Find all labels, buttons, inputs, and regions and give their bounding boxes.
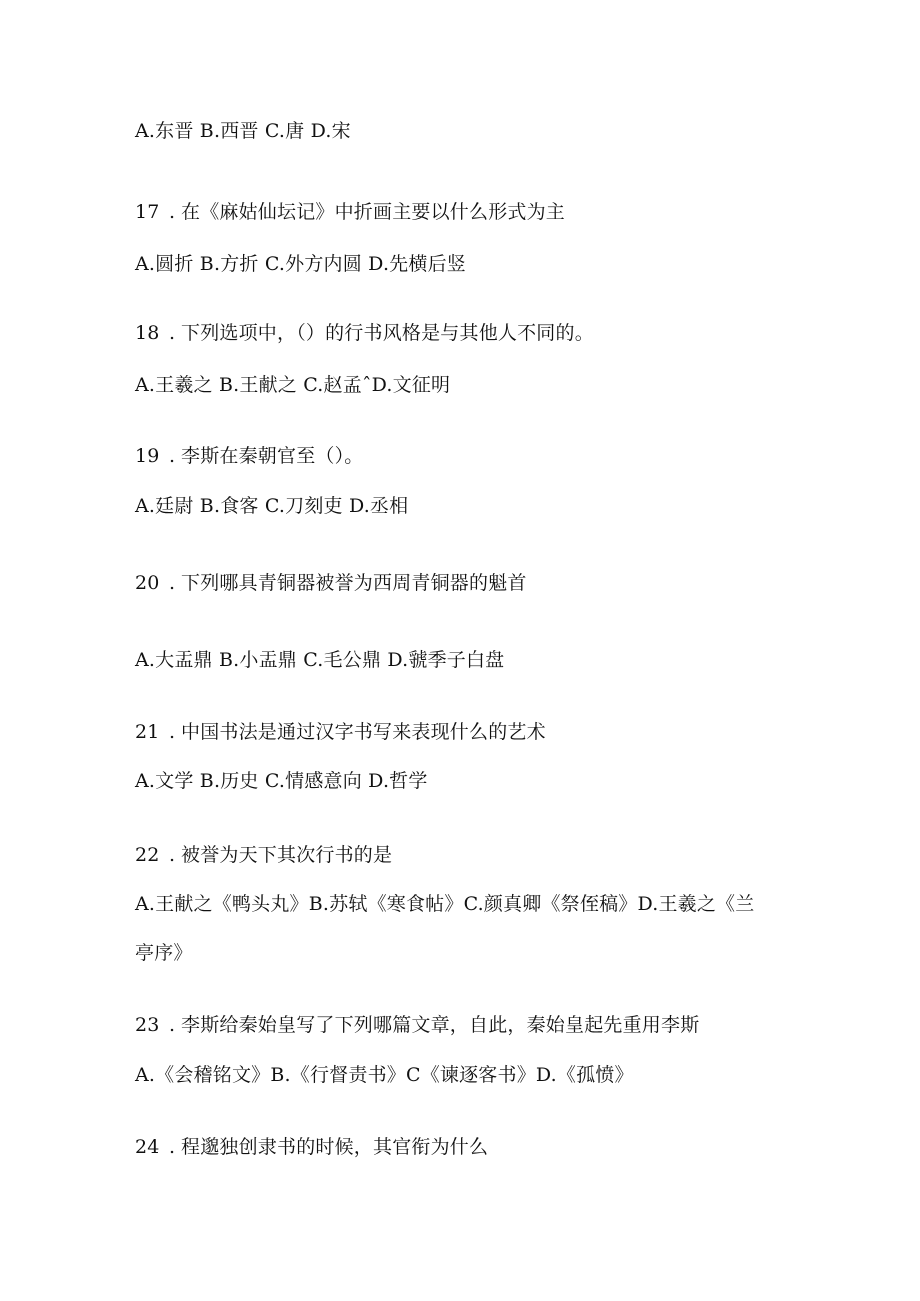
question-dot: .	[169, 1014, 176, 1036]
question-number: 22	[135, 844, 160, 866]
options-line	[135, 372, 450, 398]
question-dot: .	[169, 844, 176, 866]
question-line	[135, 320, 594, 346]
question-text: 被誉为天下其次行书的是	[181, 844, 393, 866]
question-dot: .	[169, 572, 176, 594]
question-line	[135, 1134, 488, 1160]
options-text: A.王羲之 B.王献之 C.赵孟ˆD.文征明	[135, 374, 451, 396]
question-dot: .	[169, 1136, 176, 1158]
question-number: 23	[135, 1014, 160, 1036]
question-number: 18	[135, 322, 160, 344]
options-text: A.文学 B.历史 C.情感意向 D.哲学	[135, 770, 428, 792]
question-line	[135, 842, 392, 868]
options-line	[135, 647, 504, 673]
options-line	[135, 891, 754, 917]
question-dot: .	[169, 201, 176, 223]
question-line	[135, 199, 565, 225]
question-text: 程邈独创隶书的时候，其官衔为什么	[181, 1136, 489, 1158]
question-number: 20	[135, 572, 160, 594]
question-text: 在《麻姑仙坛记》中折画主要以什么形式为主	[181, 201, 566, 223]
question-dot: .	[169, 322, 176, 344]
question-text: 李斯给秦始皇写了下列哪篇文章，自此，秦始皇起先重用李斯	[181, 1014, 700, 1036]
question-text: 下列选项中，（）的行书风格是与其他人不同的。	[181, 322, 594, 344]
options-text: A.圆折 B.方折 C.外方内圆 D.先横后竖	[135, 253, 466, 275]
options-line	[135, 251, 466, 277]
question-line	[135, 443, 364, 469]
question-text: 下列哪具青铜器被誉为西周青铜器的魁首	[181, 572, 527, 594]
options-text: A.《会稽铭文》B.《行督责书》C《谏逐客书》D.《孤愤》	[135, 1064, 634, 1086]
options-continuation-line	[135, 940, 193, 966]
question-text: 李斯在秦朝官至（）。	[181, 445, 364, 467]
question-number: 17	[135, 201, 160, 223]
options-line	[135, 493, 408, 519]
question-number: 21	[135, 721, 160, 743]
options-text: A.王献之《鸭头丸》B.苏轼《寒食帖》C.颜真卿《祭侄稿》D.王羲之《兰	[135, 893, 755, 915]
options-text: A.东晋 B.西晋 C.唐 D.宋	[135, 120, 351, 142]
question-text: 中国书法是通过汉字书写来表现什么的艺术	[181, 721, 546, 743]
options-text: 亭序》	[135, 942, 193, 964]
options-line	[135, 768, 428, 794]
options-line	[135, 118, 351, 144]
question-dot: .	[169, 721, 176, 743]
question-dot: .	[169, 445, 176, 467]
options-text: A.廷尉 B.食客 C.刀刻吏 D.丞相	[135, 495, 409, 517]
question-number: 24	[135, 1136, 160, 1158]
question-line	[135, 719, 546, 745]
question-number: 19	[135, 445, 160, 467]
question-line	[135, 1012, 699, 1038]
options-line	[135, 1062, 634, 1088]
options-text: A.大盂鼎 B.小盂鼎 C.毛公鼎 D.虢季子白盘	[135, 649, 505, 671]
question-line	[135, 570, 527, 596]
